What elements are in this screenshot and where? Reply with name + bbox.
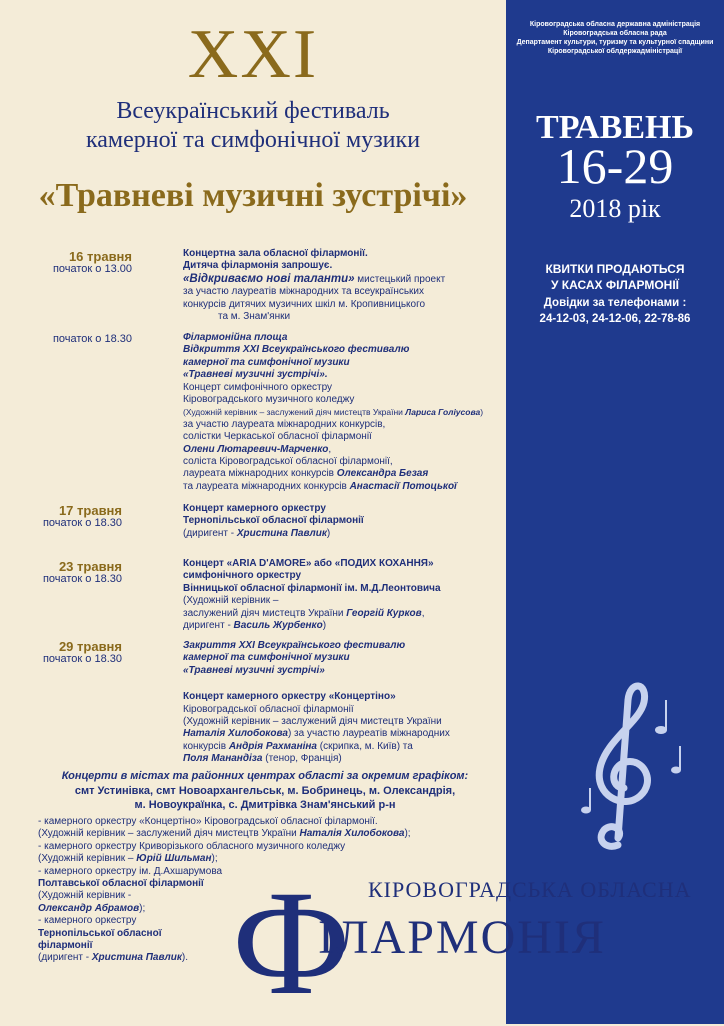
tour-item-3-director: Олександр Абрамов: [38, 902, 140, 914]
right-panel: [506, 0, 724, 1024]
event-2-line-9: за участю лауреата міжнародних конкурсів,: [183, 418, 386, 430]
tour-item-4: - камерного оркестру: [38, 915, 137, 927]
month-label: ТРАВЕНЬ: [536, 109, 694, 146]
event-5-line-4: Кіровоградської обласної філармонії: [183, 703, 354, 715]
phone-numbers: 24-12-03, 24-12-06, 22-78-86: [539, 313, 691, 325]
event-1-line-6: та м. Знам'янки: [218, 311, 291, 323]
festival-dates: 16-29: [556, 138, 674, 194]
event-5-line-7: ) за участю лауреатів міжнародних: [287, 728, 450, 740]
tour-item-1: - камерного оркестру «Концертіно» Кіровоградської обласної філармонії.: [38, 816, 378, 827]
event-5-director: Наталія Хилобокова: [183, 728, 288, 740]
event-5-line-5: (Художній керівник – заслужений діяч мистецтв України: [183, 716, 442, 728]
admin-line-2: Кіровоградська обласна рада: [563, 30, 667, 37]
tour-item-4-conductor: Христина Павлик: [91, 952, 182, 964]
event-5-soloist-1: Андрія Рахманіна: [228, 740, 317, 752]
event-3-paren: ): [326, 527, 331, 539]
tour-item-2-director: Юрій Шильман: [136, 853, 212, 865]
event-1-line-4: за участю лауреатів міжнародних та всеукраїнських: [183, 286, 425, 298]
event-5-line-1: камерної та симфонічної музики: [183, 652, 350, 664]
event-3-time: початок о 18.30: [42, 517, 122, 529]
event-2-director: Лариса Голіусова: [405, 407, 481, 418]
tour-item-1-end: );: [404, 828, 411, 840]
festival-year: 2018 рік: [569, 194, 661, 223]
event-4-text: [183, 558, 493, 632]
event-2-text: [183, 332, 498, 493]
event-2-director-label: (Художній керівник – заслужений діяч мистецтв України: [183, 407, 406, 418]
event-4-line-1: симфонічного оркестру: [183, 570, 302, 582]
event-4-line-2: Вінницької обласної філармонії ім. М.Д.Леонтовича: [183, 582, 441, 594]
event-2-soloist-1: Олени Лютаревич-Марченко: [183, 443, 329, 455]
tour-item-3-end: );: [139, 902, 146, 914]
event-2-opening: Відкриття XXI Всеукраїнського фестивалю: [183, 344, 410, 356]
event-1-time: початок о 13.00: [52, 263, 132, 275]
tour-item-4-org: Тернопільської обласної: [38, 927, 162, 939]
event-2-time: початок о 18.30: [52, 333, 132, 345]
event-2-date-block: [12, 333, 132, 346]
tour-item-4-end: ).: [181, 952, 189, 964]
event-2-line-13: соліста Кіровоградської обласної філармонії,: [183, 456, 393, 468]
tour-item-3-director-label: (Художній керівник -: [38, 890, 132, 902]
tour-heading-1: Концерти в містах та районних центрах області за окремим графіком:: [61, 770, 469, 782]
event-4-line-4: заслужений діяч мистецтв України: [183, 607, 347, 619]
treble-clef-icon: [566, 670, 686, 860]
tour-heading-2: смт Устинівка, смт Новоархангельськ, м. Бобринець, м. Олександрія,: [74, 785, 456, 797]
event-2-soloist-3: Анастасії Потоцької: [349, 480, 457, 492]
event-2-comma: ,: [328, 443, 332, 455]
event-4-paren: ): [322, 620, 327, 632]
tour-heading-3: м. Новоукраїнка, с. Дмитрівка Знам'янський р-н: [134, 799, 396, 811]
event-1-project-title: «Відкриваємо нові таланти»: [183, 272, 355, 285]
event-4-date: 23 травня: [58, 559, 122, 574]
tour-item-4-org-2: філармонії: [38, 940, 93, 952]
event-4-conductor: Василь Журбенко: [233, 620, 323, 632]
event-3-date: 17 травня: [58, 503, 122, 518]
event-4-time: початок о 18.30: [42, 573, 122, 585]
tour-item-3: - камерного оркестру ім. Д.Ахшарумова: [38, 865, 223, 877]
event-2-opening-2: камерної та симфонічної музики: [183, 356, 350, 368]
event-1-text: [183, 248, 473, 323]
event-3-conductor-label: (диригент -: [183, 527, 237, 539]
festival-line-2: камерної та симфонічної музики: [85, 127, 421, 153]
tour-item-2-director-label: (Художній керівник –: [38, 853, 137, 865]
event-5-time: початок о 18.30: [42, 653, 122, 665]
tickets-line-2: У КАСАХ ФІЛАРМОНІЇ: [550, 278, 679, 292]
info-line: Довідки за телефонами :: [543, 297, 687, 309]
event-2-venue: Філармонійна площа: [183, 332, 288, 343]
festival-name: «Травневі музичні зустрічі»: [38, 177, 468, 214]
tour-item-2-end: );: [211, 853, 218, 865]
tour-item-4-conductor-label: (диригент -: [38, 952, 92, 964]
event-4-comma: ,: [421, 607, 425, 619]
event-1-venue: Концертна зала обласної філармонії.: [183, 248, 368, 259]
event-1-line-5: конкурсів дитячих музичних шкіл м. Кропивницького: [183, 298, 426, 310]
event-4-line-0: Концерт «ARIA D'AMORE» або «ПОДИХ КОХАННЯ»: [183, 558, 434, 569]
event-4-director: Георгій Курков: [346, 607, 422, 619]
admin-line-4: Кіровоградської облдержадміністрації: [547, 48, 683, 55]
event-3-line-1: Тернопільської обласної філармонії: [183, 515, 364, 527]
event-5-line-12: (тенор, Франція): [262, 753, 342, 765]
tickets-line-1: КВИТКИ ПРОДАЮТЬСЯ: [545, 262, 685, 276]
event-3-date-block: [2, 504, 122, 530]
event-5-soloist-2: Поля Манандіза: [183, 753, 263, 765]
event-5-text: [183, 640, 503, 766]
admin-block: [506, 20, 724, 56]
event-2-soloist-2: Олександра Безая: [336, 468, 429, 480]
event-5-line-8: конкурсів: [183, 740, 229, 752]
event-4-line-3: (Художній керівник –: [183, 595, 279, 607]
event-1-kids: Дитяча філармонія запрошує.: [183, 260, 333, 272]
festival-line-1: Всеукраїнський фестиваль: [116, 98, 390, 124]
event-2-line-5: Кіровоградського музичного коледжу: [183, 394, 355, 406]
event-5-date-block: [2, 640, 122, 666]
event-1-date: 16 травня: [68, 249, 132, 264]
tour-item-2: - камерного оркестру Криворізького обласного музичного коледжу: [38, 840, 346, 852]
brand-title: ІЛАРМОНІЯ: [318, 911, 606, 964]
event-5-line-3: Концерт камерного оркестру «Концертіно»: [183, 691, 396, 703]
admin-line-1: Кіровоградська обласна державна адміністрація: [529, 21, 701, 28]
philharmonic-logo-letter: Ф: [232, 860, 351, 1026]
event-2-festival-name: «Травневі музичні зустрічі».: [183, 369, 328, 381]
event-5-line-10: (скрипка, м. Київ) та: [317, 740, 413, 752]
tour-item-1-director: Наталія Хилобокова: [299, 828, 405, 840]
tour-item-1-director-label: (Художній керівник – заслужений діяч мистецтв України: [38, 828, 300, 840]
event-4-date-block: [2, 560, 122, 586]
admin-line-3: Департамент культури, туризму та культурної спадщини: [516, 39, 714, 46]
event-2-paren: ): [480, 407, 484, 418]
event-4-conductor-label: диригент -: [183, 620, 234, 632]
brand-subtitle: КІРОВОГРАДСЬКА ОБЛАСНА: [368, 877, 692, 902]
event-2-line-14: лауреата міжнародних конкурсів: [183, 468, 337, 480]
event-2-line-10: солістки Черкаської обласної філармонії: [183, 431, 372, 443]
event-1-project-suffix: мистецький проект: [354, 273, 446, 285]
event-2-line-16: та лауреата міжнародних конкурсів: [183, 480, 350, 492]
event-5-line-0: Закриття XXI Всеукраїнського фестивалю: [183, 640, 406, 651]
event-3-text: [183, 503, 483, 540]
event-2-line-4: Концерт симфонічного оркестру: [183, 381, 333, 393]
tour-item-3-org: Полтавської обласної філармонії: [38, 878, 204, 890]
event-5-line-2: «Травневі музичні зустрічі»: [183, 664, 325, 676]
event-3-line-0: Концерт камерного оркестру: [183, 503, 326, 514]
event-5-date: 29 травня: [58, 639, 122, 654]
event-3-conductor: Христина Павлик: [236, 527, 327, 539]
event-1-date-block: [12, 250, 132, 276]
edition-number: XXI: [187, 16, 319, 93]
